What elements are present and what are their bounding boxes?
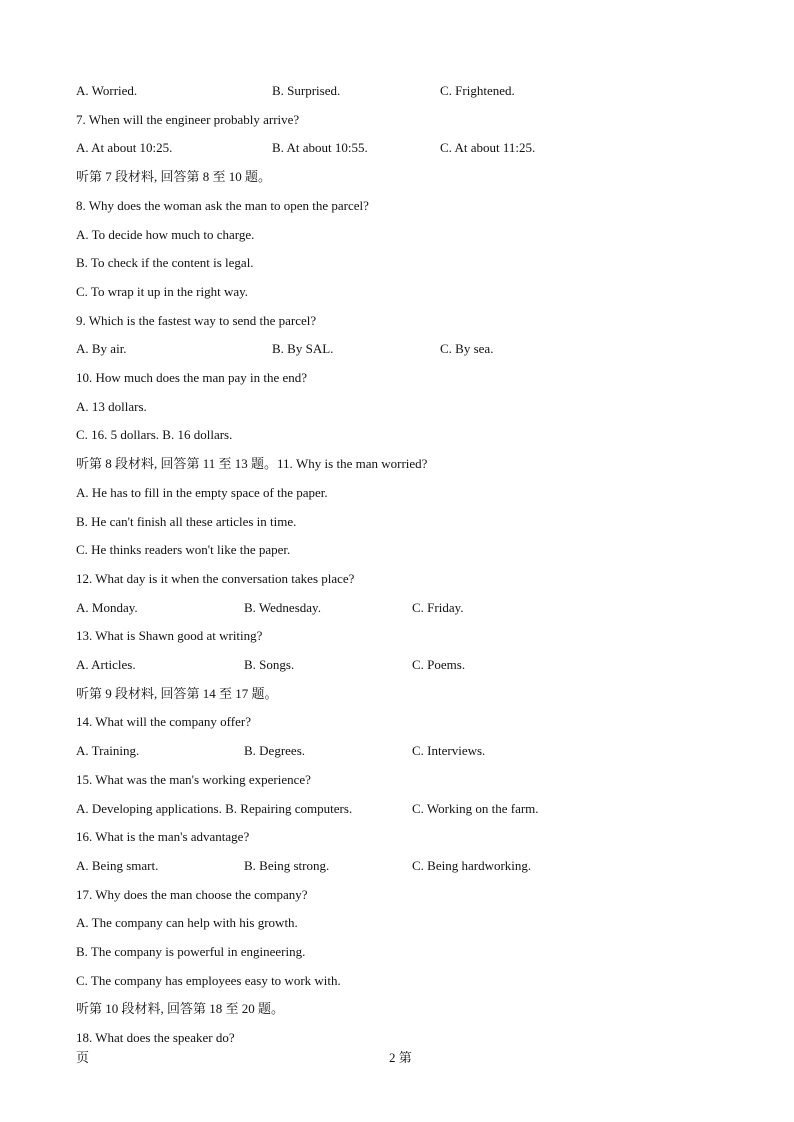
- text-line: 听第 10 段材料, 回答第 18 至 20 题。: [76, 1001, 285, 1016]
- text-line: B. He can't finish all these articles in time.: [76, 514, 297, 529]
- answer-option: A. Worried.: [76, 83, 138, 98]
- text-line: 16. What is the man's advantage?: [76, 829, 250, 844]
- text-line: 10. How much does the man pay in the end?: [76, 370, 308, 385]
- footer-page-label: 页: [76, 1050, 90, 1065]
- text-line: 15. What was the man's working experience?: [76, 772, 311, 787]
- text-line: B. To check if the content is legal.: [76, 255, 254, 270]
- text-line: 14. What will the company offer?: [76, 714, 251, 729]
- answer-option: B. Songs.: [244, 657, 295, 672]
- answer-option: B. By SAL.: [272, 341, 334, 356]
- text-line: 18. What does the speaker do?: [76, 1030, 235, 1045]
- answer-option: B. Degrees.: [244, 743, 306, 758]
- answer-option: C. Being hardworking.: [412, 858, 532, 873]
- answer-option: A. Articles.: [76, 657, 136, 672]
- answer-option: C. At about 11:25.: [440, 140, 536, 155]
- answer-option: B. Surprised.: [272, 83, 341, 98]
- text-line: C. He thinks readers won't like the paper.: [76, 542, 291, 557]
- answer-option: B. Wednesday.: [244, 600, 321, 615]
- answer-option: C. By sea.: [440, 341, 494, 356]
- text-line: 8. Why does the woman ask the man to open the parcel?: [76, 198, 369, 213]
- text-line: A. 13 dollars.: [76, 399, 147, 414]
- text-line: 听第 9 段材料, 回答第 14 至 17 题。: [76, 686, 278, 701]
- answer-option: B. At about 10:55.: [272, 140, 368, 155]
- answer-option: A. At about 10:25.: [76, 140, 173, 155]
- answer-option: A. Developing applications. B. Repairing computers.: [76, 801, 353, 816]
- answer-option: C. Frightened.: [440, 83, 515, 98]
- text-line: 听第 7 段材料, 回答第 8 至 10 题。: [76, 169, 272, 184]
- answer-option: C. Friday.: [412, 600, 464, 615]
- text-line: A. To decide how much to charge.: [76, 227, 255, 242]
- answer-option: A. By air.: [76, 341, 127, 356]
- text-line: A. He has to fill in the empty space of the paper.: [76, 485, 328, 500]
- answer-option: C. Poems.: [412, 657, 466, 672]
- text-line: C. To wrap it up in the right way.: [76, 284, 249, 299]
- text-line: 13. What is Shawn good at writing?: [76, 628, 263, 643]
- answer-option: A. Monday.: [76, 600, 138, 615]
- text-line: 听第 8 段材料, 回答第 11 至 13 题。11. Why is the man worried?: [76, 456, 428, 471]
- footer-page-number: 2 第: [389, 1050, 412, 1065]
- text-line: 12. What day is it when the conversation takes place?: [76, 571, 355, 586]
- answer-option: C. Working on the farm.: [412, 801, 539, 816]
- text-line: 17. Why does the man choose the company?: [76, 887, 308, 902]
- text-line: 7. When will the engineer probably arrive?: [76, 112, 300, 127]
- answer-option: A. Being smart.: [76, 858, 159, 873]
- text-line: B. The company is powerful in engineering.: [76, 944, 306, 959]
- answer-option: B. Being strong.: [244, 858, 330, 873]
- text-line: C. The company has employees easy to work with.: [76, 973, 341, 988]
- text-line: A. The company can help with his growth.: [76, 915, 298, 930]
- answer-option: C. Interviews.: [412, 743, 486, 758]
- answer-option: A. Training.: [76, 743, 140, 758]
- text-line: 9. Which is the fastest way to send the parcel?: [76, 313, 317, 328]
- text-line: C. 16. 5 dollars. B. 16 dollars.: [76, 427, 233, 442]
